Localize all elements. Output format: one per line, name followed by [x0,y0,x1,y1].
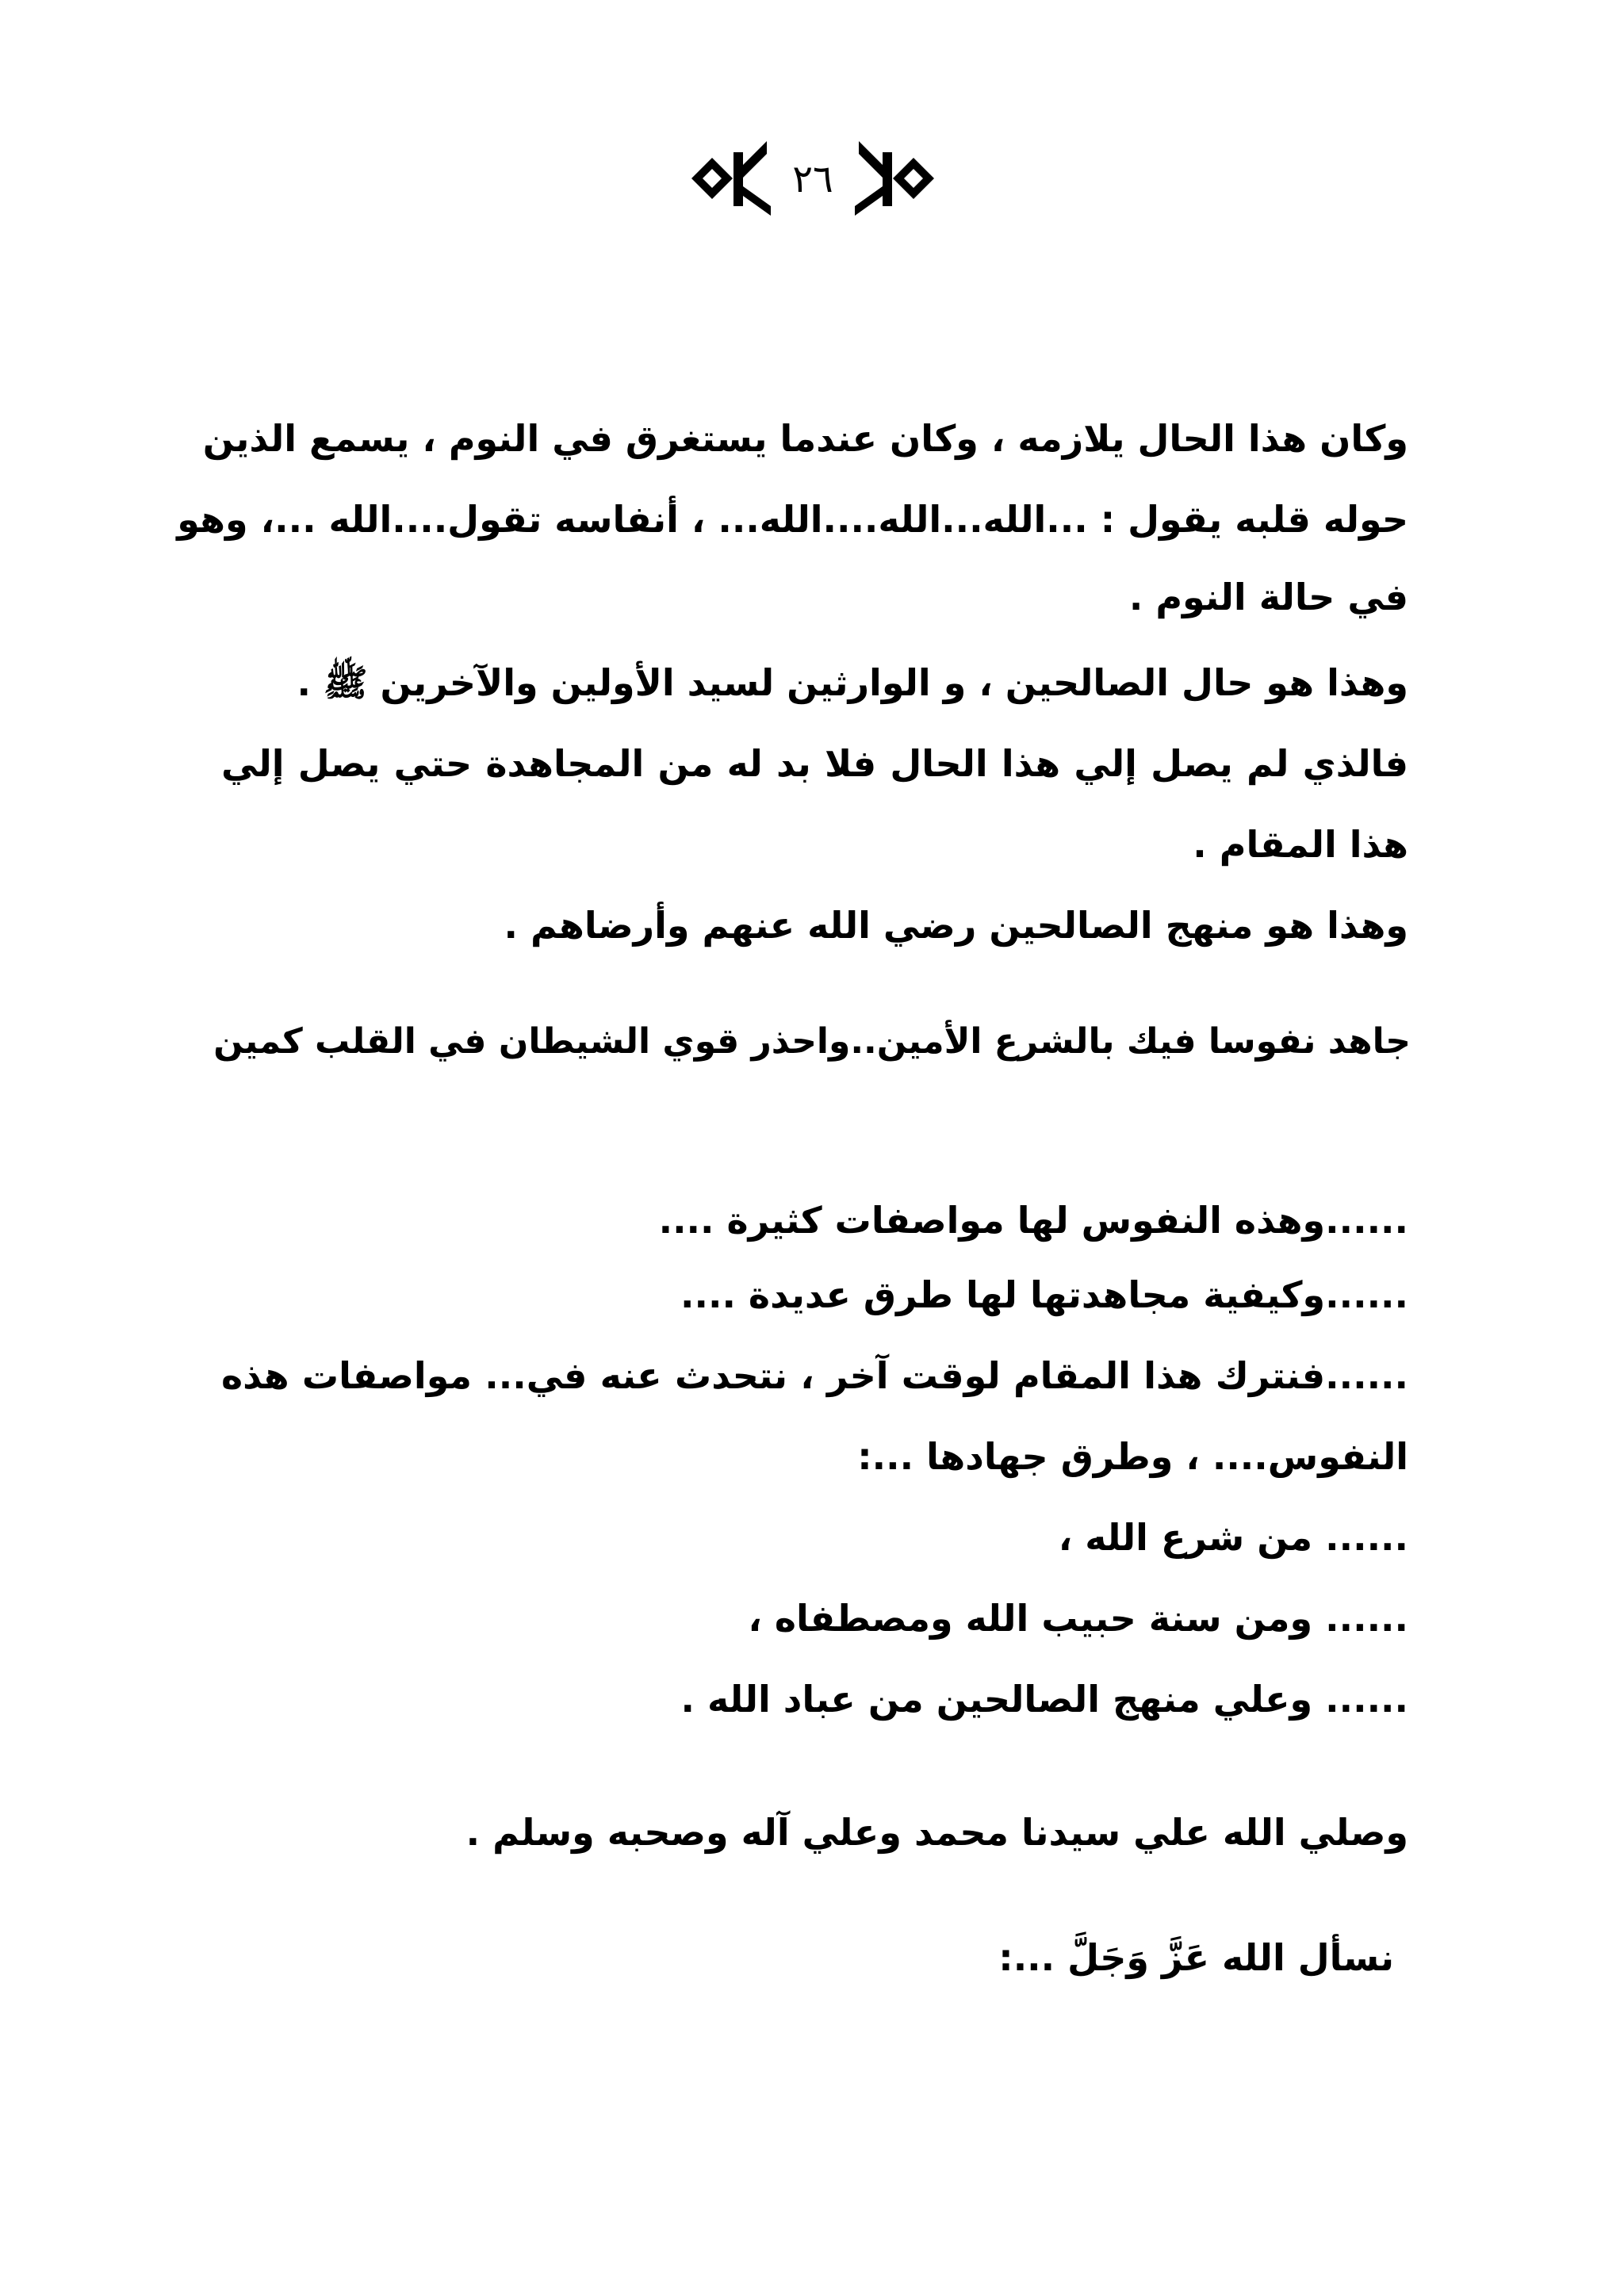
text-line: ...... ومن سنة حبيب الله ومصطفاه ، [748,1597,1408,1640]
page-number: ٢٦ [792,157,833,201]
text-line: فالذي لم يصل إلي هذا الحال فلا بد له من المجاهدة حتي يصل إلي [221,742,1408,785]
text-line: ...... وعلي منهج الصالحين من عباد الله . [680,1678,1408,1721]
text-line: وكان هذا الحال يلازمه ، وكان عندما يستغرق في النوم ، يسمع الذين [202,417,1408,460]
text-line: وهذا هو حال الصالحين ، و الوارثين لسيد الأولين والآخرين ﷺ . [297,661,1408,704]
text-line: النفوس.... ، وطرق جهادها ...: [857,1435,1408,1478]
text-line: ......فنترك هذا المقام لوقت آخر ، نتحدث عنه في... مواصفات هذه [221,1354,1408,1397]
text-line: ......وكيفية مجاهدتها لها طرق عديدة .... [680,1273,1408,1316]
text-line: حوله قلبه يقول : ...الله...الله....الله... ، أنفاسه تقول....الله ...، وهو [177,498,1408,541]
text-line: ...... من شرع الله ، [1058,1516,1408,1559]
text-line: في حالة النوم . [1128,576,1408,618]
text-line: هذا المقام . [1193,823,1408,866]
text-line: وهذا هو منهج الصالحين رضي الله عنهم وأرضاهم . [504,904,1408,947]
text-line: ......وهذه النفوس لها مواصفات كثيرة .... [658,1199,1408,1242]
page-header-ornament [690,135,936,222]
poem-verse: جاهد نفوسا فيك بالشرع الأمين..واحذر قوي الشيطان في القلب كمين [213,1021,1411,1062]
final-line: نسأل الله عَزَّ وَجَلَّ ...: [998,1936,1394,1979]
closing-line: وصلي الله علي سيدنا محمد وعلي آله وصحبه وسلم . [465,1811,1408,1854]
